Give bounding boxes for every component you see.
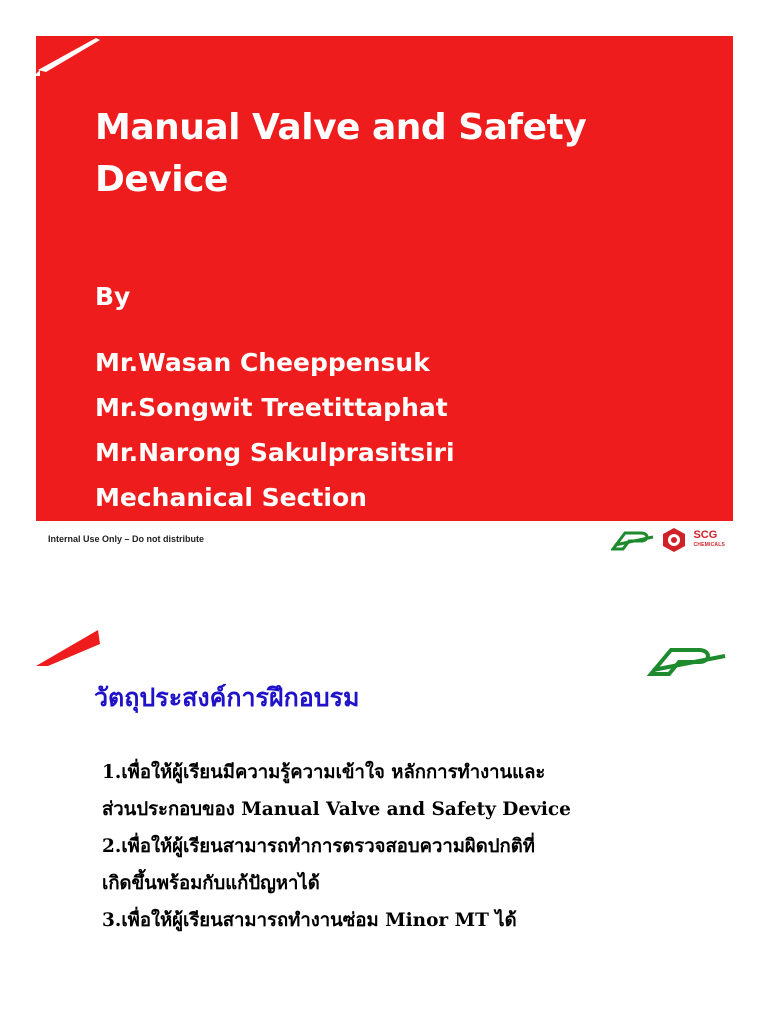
company-mark-icon — [645, 644, 729, 678]
scg-logo-subtext: CHEMICALS — [693, 542, 725, 548]
author-list — [95, 340, 455, 520]
scg-emblem-icon — [661, 527, 687, 553]
objectives-list — [102, 754, 702, 939]
footer-logos — [611, 523, 725, 557]
footer-note: Internal Use Only – Do not distribute — [48, 534, 205, 544]
by-label: By — [95, 282, 131, 311]
objective-line: 1.เพื่อให้ผู้เรียนมีความรู้ความเข้าใจ หลักการทำงานและ — [102, 762, 546, 783]
scg-logo-text: SCG — [693, 529, 718, 541]
objective-line: ส่วนประกอบของ Manual Valve and Safety Device — [102, 799, 571, 820]
section-name: Mechanical Section — [95, 483, 367, 512]
objectives-heading: วัตถุประสงค์การฝึกอบรม — [94, 683, 360, 712]
scg-logo — [693, 530, 725, 550]
slide-footer — [36, 521, 733, 559]
objectives-slide — [36, 626, 733, 1024]
company-mark-icon — [611, 529, 655, 551]
author-item: Mr.Songwit Treetittaphat — [95, 393, 448, 422]
objective-line: เกิดขึ้นพร้อมกับแก้ปัญหาได้ — [102, 873, 320, 894]
objective-line: 2.เพื่อให้ผู้เรียนสามารถทำการตรวจสอบความผิดปกติที่ — [102, 836, 535, 857]
objective-line: 3.เพื่อให้ผู้เรียนสามารถทำงานซ่อม Minor MT ได้ — [102, 910, 517, 931]
author-item: Mr.Narong Sakulprasitsiri — [95, 438, 455, 467]
slide-title: Manual Valve and Safety Device — [95, 107, 587, 200]
corner-swoosh-icon — [36, 36, 100, 76]
title-slide — [36, 36, 733, 521]
corner-swoosh-icon — [36, 626, 102, 668]
author-item: Mr.Wasan Cheeppensuk — [95, 348, 430, 377]
